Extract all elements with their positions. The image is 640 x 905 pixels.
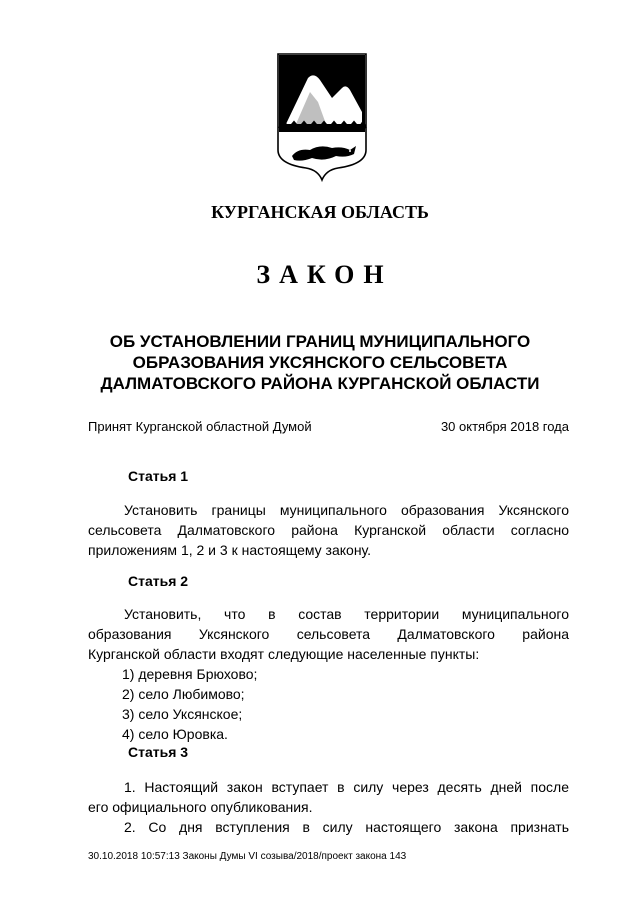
list-item: 4) село Юровка. xyxy=(122,726,228,742)
adoption-date: 30 октября 2018 года xyxy=(440,419,569,434)
law-title-line: ОБ УСТАНОВЛЕНИИ ГРАНИЦ МУНИЦИПАЛЬНОГО xyxy=(109,332,531,351)
list-item: 2) село Любимово; xyxy=(122,686,245,702)
article-2-text xyxy=(88,604,569,744)
region-name: КУРГАНСКАЯ ОБЛАСТЬ xyxy=(211,202,429,222)
list-item: 1) деревня Брюхово; xyxy=(122,666,258,682)
document-type: ЗАКОН xyxy=(256,260,393,289)
adopted-by: Принят Курганской областной Думой xyxy=(88,419,312,434)
law-title-line: ОБРАЗОВАНИЯ УКСЯНСКОГО СЕЛЬСОВЕТА xyxy=(132,353,508,372)
law-title-line: ДАЛМАТОВСКОГО РАЙОНА КУРГАНСКОЙ ОБЛАСТИ xyxy=(100,374,540,393)
article-2-title: Статья 2 xyxy=(128,573,189,589)
article-line: Курганской области входят следующие населенные пункты: xyxy=(88,646,480,662)
coat-of-arms-icon xyxy=(276,52,368,182)
article-1-text xyxy=(88,500,569,560)
article-line: Установить границы муниципального образования Уксянского xyxy=(124,502,569,518)
article-line: его официального опубликования. xyxy=(88,799,313,815)
page-footer: 30.10.2018 10:57:13 Законы Думы VI созыва/2018/проект закона 143 xyxy=(88,851,407,862)
list-item: 3) село Уксянское; xyxy=(122,706,243,722)
article-line: образования Уксянского сельсовета Далматовского района xyxy=(88,626,569,642)
article-line xyxy=(88,604,569,624)
article-line-text: Установить, что в состав территории муниципального xyxy=(124,606,569,622)
article-line: 2. Со дня вступления в силу настоящего закона признать xyxy=(124,819,569,835)
article-3-text xyxy=(88,777,569,837)
adoption-line xyxy=(88,419,569,434)
article-line: сельсовета Далматовского района Курганской области согласно xyxy=(88,522,569,538)
article-1-title: Статья 1 xyxy=(128,468,189,484)
article-line: приложениям 1, 2 и 3 к настоящему закону. xyxy=(88,542,372,558)
law-title xyxy=(80,331,560,394)
article-line: 1. Настоящий закон вступает в силу через десять дней после xyxy=(124,779,569,795)
article-3-title: Статья 3 xyxy=(128,744,189,760)
